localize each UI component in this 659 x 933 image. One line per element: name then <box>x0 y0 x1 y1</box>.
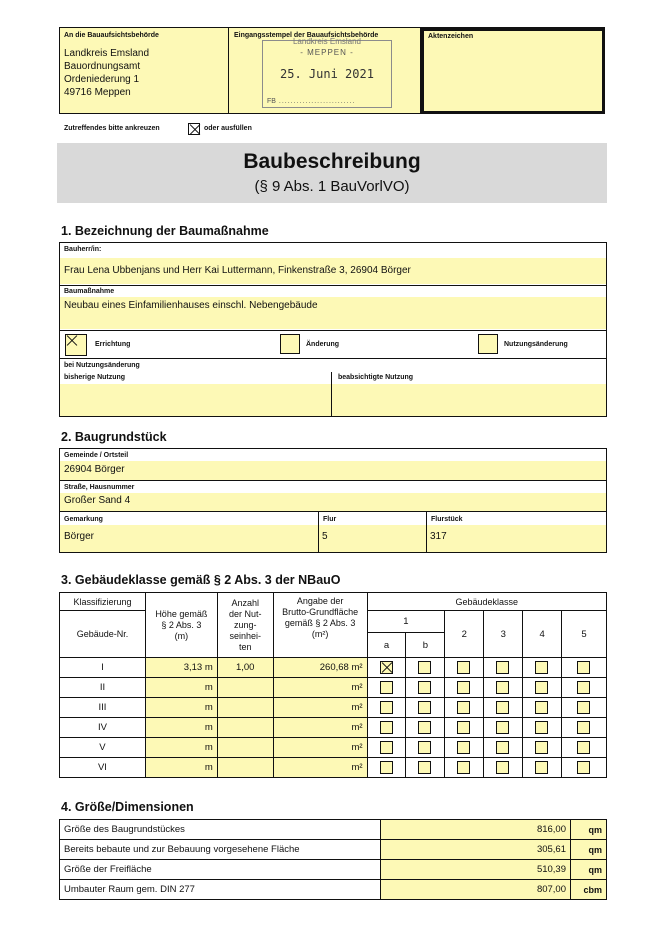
class-1b-checkbox[interactable] <box>418 761 431 774</box>
class-1a-checkbox[interactable] <box>380 681 393 694</box>
bisherige-nutzung-field[interactable] <box>60 384 331 416</box>
divider <box>59 480 607 481</box>
class-2-checkbox[interactable] <box>457 701 470 714</box>
class-3-checkbox[interactable] <box>496 761 509 774</box>
class-1b-checkbox[interactable] <box>418 741 431 754</box>
building-gross-area[interactable]: 260,68 m² <box>273 658 367 678</box>
owner-value: Frau Lena Ubbenjans und Herr Kai Luttermann, Finkenstraße 3, 26904 Börger <box>64 265 411 276</box>
authority-address-1: Landkreis Emsland <box>64 48 150 59</box>
table-row <box>60 718 607 738</box>
page-subtitle: (§ 9 Abs. 1 BauVorlVO) <box>254 178 410 195</box>
building-height[interactable]: 3,13 m <box>145 658 217 678</box>
header-class-3: 3 <box>484 611 523 658</box>
divider <box>59 358 607 359</box>
dimension-label: Größe des Baugrundstückes <box>60 820 381 840</box>
strasse-field[interactable] <box>60 493 606 511</box>
class-5-checkbox[interactable] <box>577 721 590 734</box>
building-units[interactable] <box>217 738 273 758</box>
class-1a-checkbox[interactable] <box>380 661 393 674</box>
header-hoehe: Höhe gemäß § 2 Abs. 3 (m) <box>145 593 217 658</box>
dimensions-table <box>59 819 607 900</box>
header-class-4: 4 <box>523 611 562 658</box>
nutzungsaenderung-label: Nutzungsänderung <box>504 341 568 348</box>
file-number-box[interactable] <box>421 28 605 114</box>
class-2-checkbox[interactable] <box>457 741 470 754</box>
class-4-checkbox[interactable] <box>535 681 548 694</box>
dimension-label: Bereits bebaute und zur Bebauung vorgesehene Fläche <box>60 840 381 860</box>
dimension-value[interactable]: 807,00 <box>381 880 571 900</box>
header-klassifizierung: Klassifizierung <box>60 593 146 611</box>
class-cell <box>484 658 523 678</box>
header-gebaeudeklasse: Gebäudeklasse <box>367 593 606 611</box>
stamp-fb: FB .......................... <box>267 98 356 105</box>
building-nr: IV <box>60 718 146 738</box>
building-gross-area[interactable]: m² <box>273 678 367 698</box>
class-cell <box>406 678 445 698</box>
class-cell <box>484 718 523 738</box>
building-height[interactable]: m <box>145 678 217 698</box>
class-cell <box>484 758 523 778</box>
table-row <box>60 658 607 678</box>
flurstueck-field[interactable] <box>427 525 606 552</box>
authority-label: An die Bauaufsichtsbehörde <box>64 32 159 39</box>
authority-address-4: 49716 Meppen <box>64 87 131 98</box>
page-title: Baubeschreibung <box>243 150 421 173</box>
building-units[interactable] <box>217 698 273 718</box>
class-cell <box>523 658 562 678</box>
beabsichtigte-nutzung-field[interactable] <box>332 384 606 416</box>
gemarkung-value: Börger <box>64 531 95 542</box>
stamp-top-text: Landkreis Emsland <box>292 37 362 46</box>
class-4-checkbox[interactable] <box>535 701 548 714</box>
class-cell <box>367 658 406 678</box>
flurstueck-label: Flurstück <box>431 516 463 523</box>
class-1b-checkbox[interactable] <box>418 681 431 694</box>
gemarkung-label: Gemarkung <box>64 516 103 523</box>
flur-value: 5 <box>322 531 328 542</box>
errichtung-label: Errichtung <box>95 341 131 348</box>
authority-address-3: Ordeniederung 1 <box>64 74 140 85</box>
owner-label: Bauherr/in: <box>64 246 102 253</box>
nutzungsaenderung-checkbox[interactable] <box>478 334 498 354</box>
class-2-checkbox[interactable] <box>457 661 470 674</box>
divider <box>59 330 607 331</box>
class-cell <box>367 678 406 698</box>
building-height[interactable]: m <box>145 738 217 758</box>
class-cell <box>445 678 484 698</box>
class-4-checkbox[interactable] <box>535 761 548 774</box>
class-cell <box>367 698 406 718</box>
class-1b-checkbox[interactable] <box>418 661 431 674</box>
gemeinde-label: Gemeinde / Ortsteil <box>64 452 129 459</box>
class-1a-checkbox[interactable] <box>380 721 393 734</box>
class-3-checkbox[interactable] <box>496 721 509 734</box>
dimension-label: Größe der Freifläche <box>60 860 381 880</box>
dimension-unit: qm <box>571 820 607 840</box>
class-cell <box>367 738 406 758</box>
divider <box>318 512 319 553</box>
flur-label: Flur <box>323 516 337 523</box>
building-nr: III <box>60 698 146 718</box>
building-gross-area[interactable]: m² <box>273 718 367 738</box>
class-4-checkbox[interactable] <box>535 661 548 674</box>
table-row <box>60 678 607 698</box>
building-units[interactable]: 1,00 <box>217 658 273 678</box>
bisherige-nutzung-label: bisherige Nutzung <box>64 374 126 381</box>
class-5-checkbox[interactable] <box>577 761 590 774</box>
dimension-label: Umbauter Raum gem. DIN 277 <box>60 880 381 900</box>
building-height[interactable]: m <box>145 698 217 718</box>
divider <box>59 511 607 512</box>
building-units[interactable] <box>217 678 273 698</box>
aenderung-checkbox[interactable] <box>280 334 300 354</box>
section-1-heading: 1. Bezeichnung der Baumaßnahme <box>61 224 269 238</box>
class-cell <box>406 698 445 718</box>
aenderung-label: Änderung <box>306 341 340 348</box>
class-cell <box>562 758 607 778</box>
stamp-city: - MEPPEN - <box>300 48 354 57</box>
class-cell <box>406 718 445 738</box>
gemeinde-value: 26904 Börger <box>64 464 125 475</box>
building-nr: II <box>60 678 146 698</box>
class-cell <box>367 718 406 738</box>
table-row <box>60 860 607 880</box>
class-1a-checkbox[interactable] <box>380 701 393 714</box>
header-bgf: Angabe der Brutto-Grundfläche gemäß § 2 Abs. 3 (m²) <box>273 593 367 658</box>
instruction-example-checkbox <box>188 123 200 135</box>
dimension-unit: cbm <box>571 880 607 900</box>
class-cell <box>367 758 406 778</box>
building-units[interactable] <box>217 718 273 738</box>
header-class-1a: a <box>367 633 406 658</box>
flurstueck-value: 317 <box>430 531 447 542</box>
measure-label: Baumaßnahme <box>64 288 115 295</box>
class-cell <box>523 678 562 698</box>
class-1b-checkbox[interactable] <box>418 701 431 714</box>
class-cell <box>562 698 607 718</box>
class-1a-checkbox[interactable] <box>380 741 393 754</box>
table-row <box>60 820 607 840</box>
class-5-checkbox[interactable] <box>577 741 590 754</box>
class-cell <box>562 718 607 738</box>
class-3-checkbox[interactable] <box>496 701 509 714</box>
class-cell <box>523 758 562 778</box>
class-3-checkbox[interactable] <box>496 681 509 694</box>
beabsichtigte-nutzung-label: beabsichtigte Nutzung <box>338 374 414 381</box>
class-2-checkbox[interactable] <box>457 761 470 774</box>
class-4-checkbox[interactable] <box>535 741 548 754</box>
strasse-value: Großer Sand 4 <box>64 495 131 506</box>
class-1b-checkbox[interactable] <box>418 721 431 734</box>
class-cell <box>484 698 523 718</box>
building-gross-area[interactable]: m² <box>273 698 367 718</box>
class-cell <box>445 698 484 718</box>
dimension-unit: qm <box>571 840 607 860</box>
class-cell <box>406 738 445 758</box>
divider <box>59 285 607 286</box>
class-4-checkbox[interactable] <box>535 721 548 734</box>
measure-value: Neubau eines Einfamilienhauses einschl. Nebengebäude <box>64 300 318 311</box>
class-cell <box>523 718 562 738</box>
divider <box>331 372 332 417</box>
building-gross-area[interactable]: m² <box>273 758 367 778</box>
class-5-checkbox[interactable] <box>577 681 590 694</box>
class-cell <box>445 718 484 738</box>
section-4-heading: 4. Größe/Dimensionen <box>61 800 194 814</box>
nutzung-group-label: bei Nutzungsänderung <box>64 362 140 369</box>
building-nr: I <box>60 658 146 678</box>
class-3-checkbox[interactable] <box>496 741 509 754</box>
building-height[interactable]: m <box>145 758 217 778</box>
divider <box>426 512 427 553</box>
class-cell <box>562 678 607 698</box>
section-3-heading: 3. Gebäudeklasse gemäß § 2 Abs. 3 der NBauO <box>61 573 341 587</box>
receipt-stamp <box>262 37 392 108</box>
class-cell <box>406 758 445 778</box>
file-number-label: Aktenzeichen <box>428 33 474 40</box>
class-cell <box>523 698 562 718</box>
header-divider-1 <box>228 27 229 114</box>
class-cell <box>562 658 607 678</box>
class-2-checkbox[interactable] <box>457 721 470 734</box>
building-units[interactable] <box>217 758 273 778</box>
building-nr: VI <box>60 758 146 778</box>
class-cell <box>484 678 523 698</box>
class-2-checkbox[interactable] <box>457 681 470 694</box>
header-class-2: 2 <box>445 611 484 658</box>
stamp-date: 25. Juni 2021 <box>280 67 374 81</box>
dimension-unit: qm <box>571 860 607 880</box>
table-row <box>60 840 607 860</box>
class-cell <box>445 738 484 758</box>
strasse-label: Straße, Hausnummer <box>64 484 135 491</box>
dimension-value[interactable]: 816,00 <box>381 820 571 840</box>
class-cell <box>445 658 484 678</box>
instruction-text-post: oder ausfüllen <box>204 125 252 132</box>
table-row <box>60 738 607 758</box>
class-cell <box>484 738 523 758</box>
class-cell <box>562 738 607 758</box>
class-cell <box>445 758 484 778</box>
table-row <box>60 698 607 718</box>
gemarkung-field[interactable] <box>60 525 318 552</box>
section-2-heading: 2. Baugrundstück <box>61 430 167 444</box>
class-1a-checkbox[interactable] <box>380 761 393 774</box>
instruction-text-pre: Zutreffendes bitte ankreuzen <box>64 125 160 132</box>
header-class-5: 5 <box>562 611 607 658</box>
class-5-checkbox[interactable] <box>577 661 590 674</box>
gemeinde-field[interactable] <box>60 461 606 480</box>
table-row <box>60 758 607 778</box>
building-height[interactable]: m <box>145 718 217 738</box>
header-class-1: 1 <box>367 611 445 633</box>
class-cell <box>523 738 562 758</box>
header-gebaeude-nr: Gebäude-Nr. <box>60 611 146 658</box>
building-class-table <box>59 592 607 778</box>
header-anzahl: Anzahl der Nut- zung- seinhei- ten <box>217 593 273 658</box>
building-gross-area[interactable]: m² <box>273 738 367 758</box>
table-row <box>60 880 607 900</box>
errichtung-checkbox[interactable] <box>65 334 87 356</box>
flur-field[interactable] <box>319 525 426 552</box>
class-cell <box>406 658 445 678</box>
building-nr: V <box>60 738 146 758</box>
header-class-1b: b <box>406 633 445 658</box>
authority-address-2: Bauordnungsamt <box>64 61 141 72</box>
dimension-value[interactable]: 305,61 <box>381 840 571 860</box>
class-3-checkbox[interactable] <box>496 661 509 674</box>
stamp-label: Eingangsstempel der Bauaufsichtsbehörde <box>234 32 379 39</box>
class-5-checkbox[interactable] <box>577 701 590 714</box>
dimension-value[interactable]: 510,39 <box>381 860 571 880</box>
